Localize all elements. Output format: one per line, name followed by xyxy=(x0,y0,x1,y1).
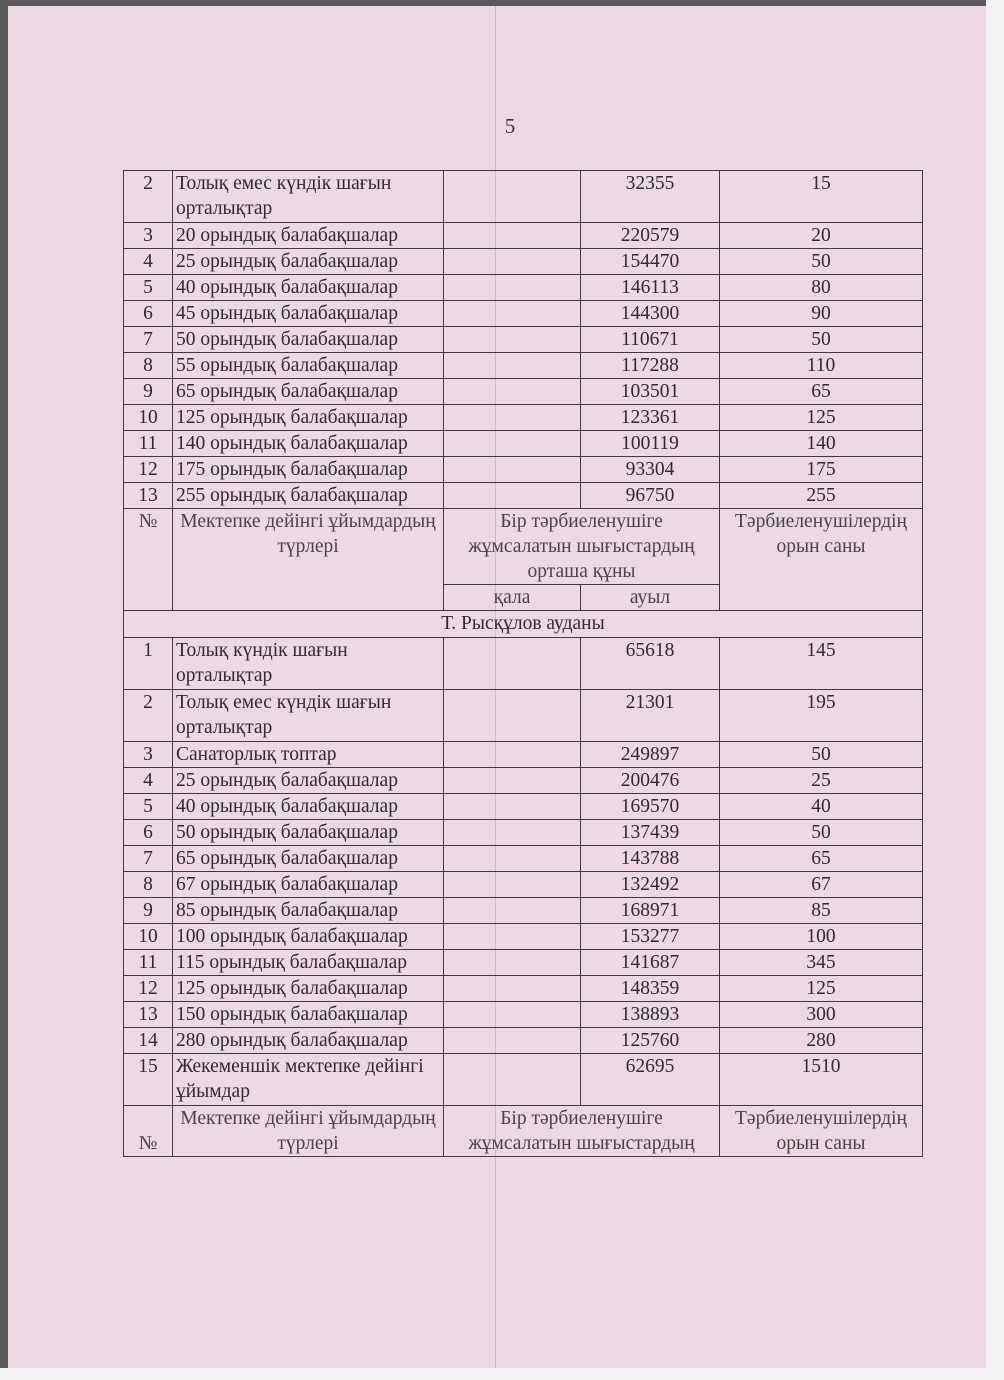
row-village-cost: 96750 xyxy=(581,483,720,509)
row-village-cost: 137439 xyxy=(581,820,720,846)
row-village-cost: 103501 xyxy=(581,379,720,405)
table-row xyxy=(124,301,923,327)
row-city-cost xyxy=(444,483,581,509)
row-village-cost: 220579 xyxy=(581,223,720,249)
table-row xyxy=(124,327,923,353)
row-places: 65 xyxy=(720,379,923,405)
row-city-cost xyxy=(444,223,581,249)
row-places: 300 xyxy=(720,1002,923,1028)
table-row xyxy=(124,820,923,846)
row-type-name: 100 орындық балабақшалар xyxy=(173,924,444,950)
row-village-cost: 93304 xyxy=(581,457,720,483)
row-type-name: 50 орындық балабақшалар xyxy=(173,327,444,353)
row-number: 9 xyxy=(124,379,173,405)
row-places: 50 xyxy=(720,742,923,768)
row-city-cost xyxy=(444,846,581,872)
row-places: 125 xyxy=(720,976,923,1002)
table-row xyxy=(124,1028,923,1054)
row-type-name: Санаторлық топтар xyxy=(173,742,444,768)
row-type-name: Толық күндік шағын орталықтар xyxy=(173,638,444,690)
row-places: 25 xyxy=(720,768,923,794)
row-number: 9 xyxy=(124,898,173,924)
row-places: 50 xyxy=(720,327,923,353)
table-row xyxy=(124,353,923,379)
table-row xyxy=(124,275,923,301)
table-header-section xyxy=(124,509,923,638)
header-city: қала xyxy=(444,585,581,611)
row-places: 50 xyxy=(720,820,923,846)
row-city-cost xyxy=(444,457,581,483)
page-number: 5 xyxy=(504,114,516,138)
row-places: 1510 xyxy=(720,1054,923,1106)
table-row xyxy=(124,794,923,820)
row-village-cost: 154470 xyxy=(581,249,720,275)
table-row xyxy=(124,483,923,509)
row-type-name: 115 орындық балабақшалар xyxy=(173,950,444,976)
table-row xyxy=(124,638,923,690)
row-places: 145 xyxy=(720,638,923,690)
row-number: 7 xyxy=(124,327,173,353)
row-places: 15 xyxy=(720,171,923,223)
row-places: 195 xyxy=(720,690,923,742)
table-row xyxy=(124,846,923,872)
row-city-cost xyxy=(444,768,581,794)
row-city-cost xyxy=(444,301,581,327)
table-bottom-section xyxy=(124,638,923,1106)
row-city-cost xyxy=(444,742,581,768)
row-number: 11 xyxy=(124,950,173,976)
row-village-cost: 146113 xyxy=(581,275,720,301)
row-number: 14 xyxy=(124,1028,173,1054)
row-number: 1 xyxy=(124,638,173,690)
row-village-cost: 100119 xyxy=(581,431,720,457)
row-places: 100 xyxy=(720,924,923,950)
row-city-cost xyxy=(444,976,581,1002)
table-row xyxy=(124,223,923,249)
row-type-name: 65 орындық балабақшалар xyxy=(173,846,444,872)
row-type-name: 280 орындық балабақшалар xyxy=(173,1028,444,1054)
row-type-name: 65 орындық балабақшалар xyxy=(173,379,444,405)
table-row xyxy=(124,171,923,223)
row-city-cost xyxy=(444,171,581,223)
row-type-name: 67 орындық балабақшалар xyxy=(173,872,444,898)
row-type-name: 125 орындық балабақшалар xyxy=(173,405,444,431)
row-village-cost: 117288 xyxy=(581,353,720,379)
row-city-cost xyxy=(444,872,581,898)
row-type-name: 40 орындық балабақшалар xyxy=(173,794,444,820)
header-cost: Бір тәрбиеленушіге жұмсалатын шығыстардың орташа құны xyxy=(444,509,720,585)
preschool-cost-table xyxy=(123,170,923,1157)
row-village-cost: 21301 xyxy=(581,690,720,742)
row-city-cost xyxy=(444,690,581,742)
row-city-cost xyxy=(444,1028,581,1054)
row-type-name: Толық емес күндік шағын орталықтар xyxy=(173,171,444,223)
table-row xyxy=(124,431,923,457)
row-village-cost: 249897 xyxy=(581,742,720,768)
row-village-cost: 169570 xyxy=(581,794,720,820)
row-places: 20 xyxy=(720,223,923,249)
row-type-name: Толық емес күндік шағын орталықтар xyxy=(173,690,444,742)
row-places: 67 xyxy=(720,872,923,898)
row-number: 8 xyxy=(124,353,173,379)
row-village-cost: 110671 xyxy=(581,327,720,353)
table-row xyxy=(124,379,923,405)
row-type-name: 45 орындық балабақшалар xyxy=(173,301,444,327)
row-places: 80 xyxy=(720,275,923,301)
row-city-cost xyxy=(444,249,581,275)
table-row xyxy=(124,249,923,275)
row-type-name: 150 орындық балабақшалар xyxy=(173,1002,444,1028)
section-title: Т. Рысқұлов ауданы xyxy=(124,611,923,638)
row-village-cost: 148359 xyxy=(581,976,720,1002)
row-type-name: 140 орындық балабақшалар xyxy=(173,431,444,457)
table-row xyxy=(124,1002,923,1028)
row-village-cost: 125760 xyxy=(581,1028,720,1054)
row-city-cost xyxy=(444,924,581,950)
row-village-cost: 168971 xyxy=(581,898,720,924)
table-row xyxy=(124,898,923,924)
row-places: 175 xyxy=(720,457,923,483)
row-city-cost xyxy=(444,638,581,690)
row-places: 110 xyxy=(720,353,923,379)
scan-border-right xyxy=(986,0,1004,1380)
table-row xyxy=(124,768,923,794)
row-village-cost: 32355 xyxy=(581,171,720,223)
row-city-cost xyxy=(444,379,581,405)
row-number: 2 xyxy=(124,690,173,742)
header-village: ауыл xyxy=(581,585,720,611)
row-number: 6 xyxy=(124,820,173,846)
table-row xyxy=(124,690,923,742)
row-type-name: 175 орындық балабақшалар xyxy=(173,457,444,483)
row-village-cost: 141687 xyxy=(581,950,720,976)
row-village-cost: 143788 xyxy=(581,846,720,872)
row-village-cost: 144300 xyxy=(581,301,720,327)
table-row xyxy=(124,872,923,898)
row-number: 6 xyxy=(124,301,173,327)
row-city-cost xyxy=(444,353,581,379)
table-footer-header xyxy=(124,1106,923,1157)
row-number: 13 xyxy=(124,483,173,509)
row-places: 50 xyxy=(720,249,923,275)
row-village-cost: 138893 xyxy=(581,1002,720,1028)
row-village-cost: 62695 xyxy=(581,1054,720,1106)
row-city-cost xyxy=(444,275,581,301)
footer-header-cost: Бір тәрбиеленушіге жұмсалатын шығыстардың xyxy=(444,1106,720,1157)
row-number: 15 xyxy=(124,1054,173,1106)
table-row xyxy=(124,405,923,431)
row-village-cost: 132492 xyxy=(581,872,720,898)
row-type-name: 50 орындық балабақшалар xyxy=(173,820,444,846)
table-row xyxy=(124,1054,923,1106)
row-type-name: 85 орындық балабақшалар xyxy=(173,898,444,924)
row-number: 8 xyxy=(124,872,173,898)
table-row xyxy=(124,976,923,1002)
row-village-cost: 65618 xyxy=(581,638,720,690)
row-number: 4 xyxy=(124,768,173,794)
row-number: 10 xyxy=(124,405,173,431)
table-top-section xyxy=(124,171,923,509)
row-number: 3 xyxy=(124,223,173,249)
row-places: 125 xyxy=(720,405,923,431)
table-row xyxy=(124,924,923,950)
table-row xyxy=(124,742,923,768)
row-city-cost xyxy=(444,1054,581,1106)
row-number: 4 xyxy=(124,249,173,275)
row-city-cost xyxy=(444,820,581,846)
header-num: № xyxy=(124,509,173,611)
row-places: 280 xyxy=(720,1028,923,1054)
row-city-cost xyxy=(444,898,581,924)
row-places: 345 xyxy=(720,950,923,976)
row-city-cost xyxy=(444,794,581,820)
row-places: 40 xyxy=(720,794,923,820)
footer-header-num: № xyxy=(124,1106,173,1157)
row-places: 140 xyxy=(720,431,923,457)
row-city-cost xyxy=(444,1002,581,1028)
row-places: 90 xyxy=(720,301,923,327)
row-type-name: 55 орындық балабақшалар xyxy=(173,353,444,379)
row-type-name: 125 орындық балабақшалар xyxy=(173,976,444,1002)
row-number: 10 xyxy=(124,924,173,950)
row-number: 11 xyxy=(124,431,173,457)
row-number: 12 xyxy=(124,457,173,483)
footer-header-places: Тәрбиеленушілердің орын саны xyxy=(720,1106,923,1157)
row-number: 12 xyxy=(124,976,173,1002)
table-row xyxy=(124,457,923,483)
row-places: 65 xyxy=(720,846,923,872)
row-number: 13 xyxy=(124,1002,173,1028)
row-type-name: 40 орындық балабақшалар xyxy=(173,275,444,301)
row-number: 5 xyxy=(124,275,173,301)
row-city-cost xyxy=(444,405,581,431)
row-number: 7 xyxy=(124,846,173,872)
row-number: 2 xyxy=(124,171,173,223)
footer-header-type: Мектепке дейінгі ұйымдардың түрлері xyxy=(173,1106,444,1157)
row-village-cost: 153277 xyxy=(581,924,720,950)
row-type-name: 25 орындық балабақшалар xyxy=(173,768,444,794)
row-type-name: 255 орындық балабақшалар xyxy=(173,483,444,509)
row-city-cost xyxy=(444,431,581,457)
row-number: 3 xyxy=(124,742,173,768)
table-row xyxy=(124,950,923,976)
header-places: Тәрбиеленушілердің орын саны xyxy=(720,509,923,611)
row-places: 85 xyxy=(720,898,923,924)
row-city-cost xyxy=(444,327,581,353)
row-type-name: 20 орындық балабақшалар xyxy=(173,223,444,249)
row-places: 255 xyxy=(720,483,923,509)
row-type-name: 25 орындық балабақшалар xyxy=(173,249,444,275)
row-number: 5 xyxy=(124,794,173,820)
scan-border-bottom xyxy=(0,1368,1004,1380)
row-city-cost xyxy=(444,950,581,976)
row-village-cost: 200476 xyxy=(581,768,720,794)
row-village-cost: 123361 xyxy=(581,405,720,431)
row-type-name: Жекеменшік мектепке дейінгі ұйымдар xyxy=(173,1054,444,1106)
header-type: Мектепке дейінгі ұйымдардың түрлері xyxy=(173,509,444,611)
